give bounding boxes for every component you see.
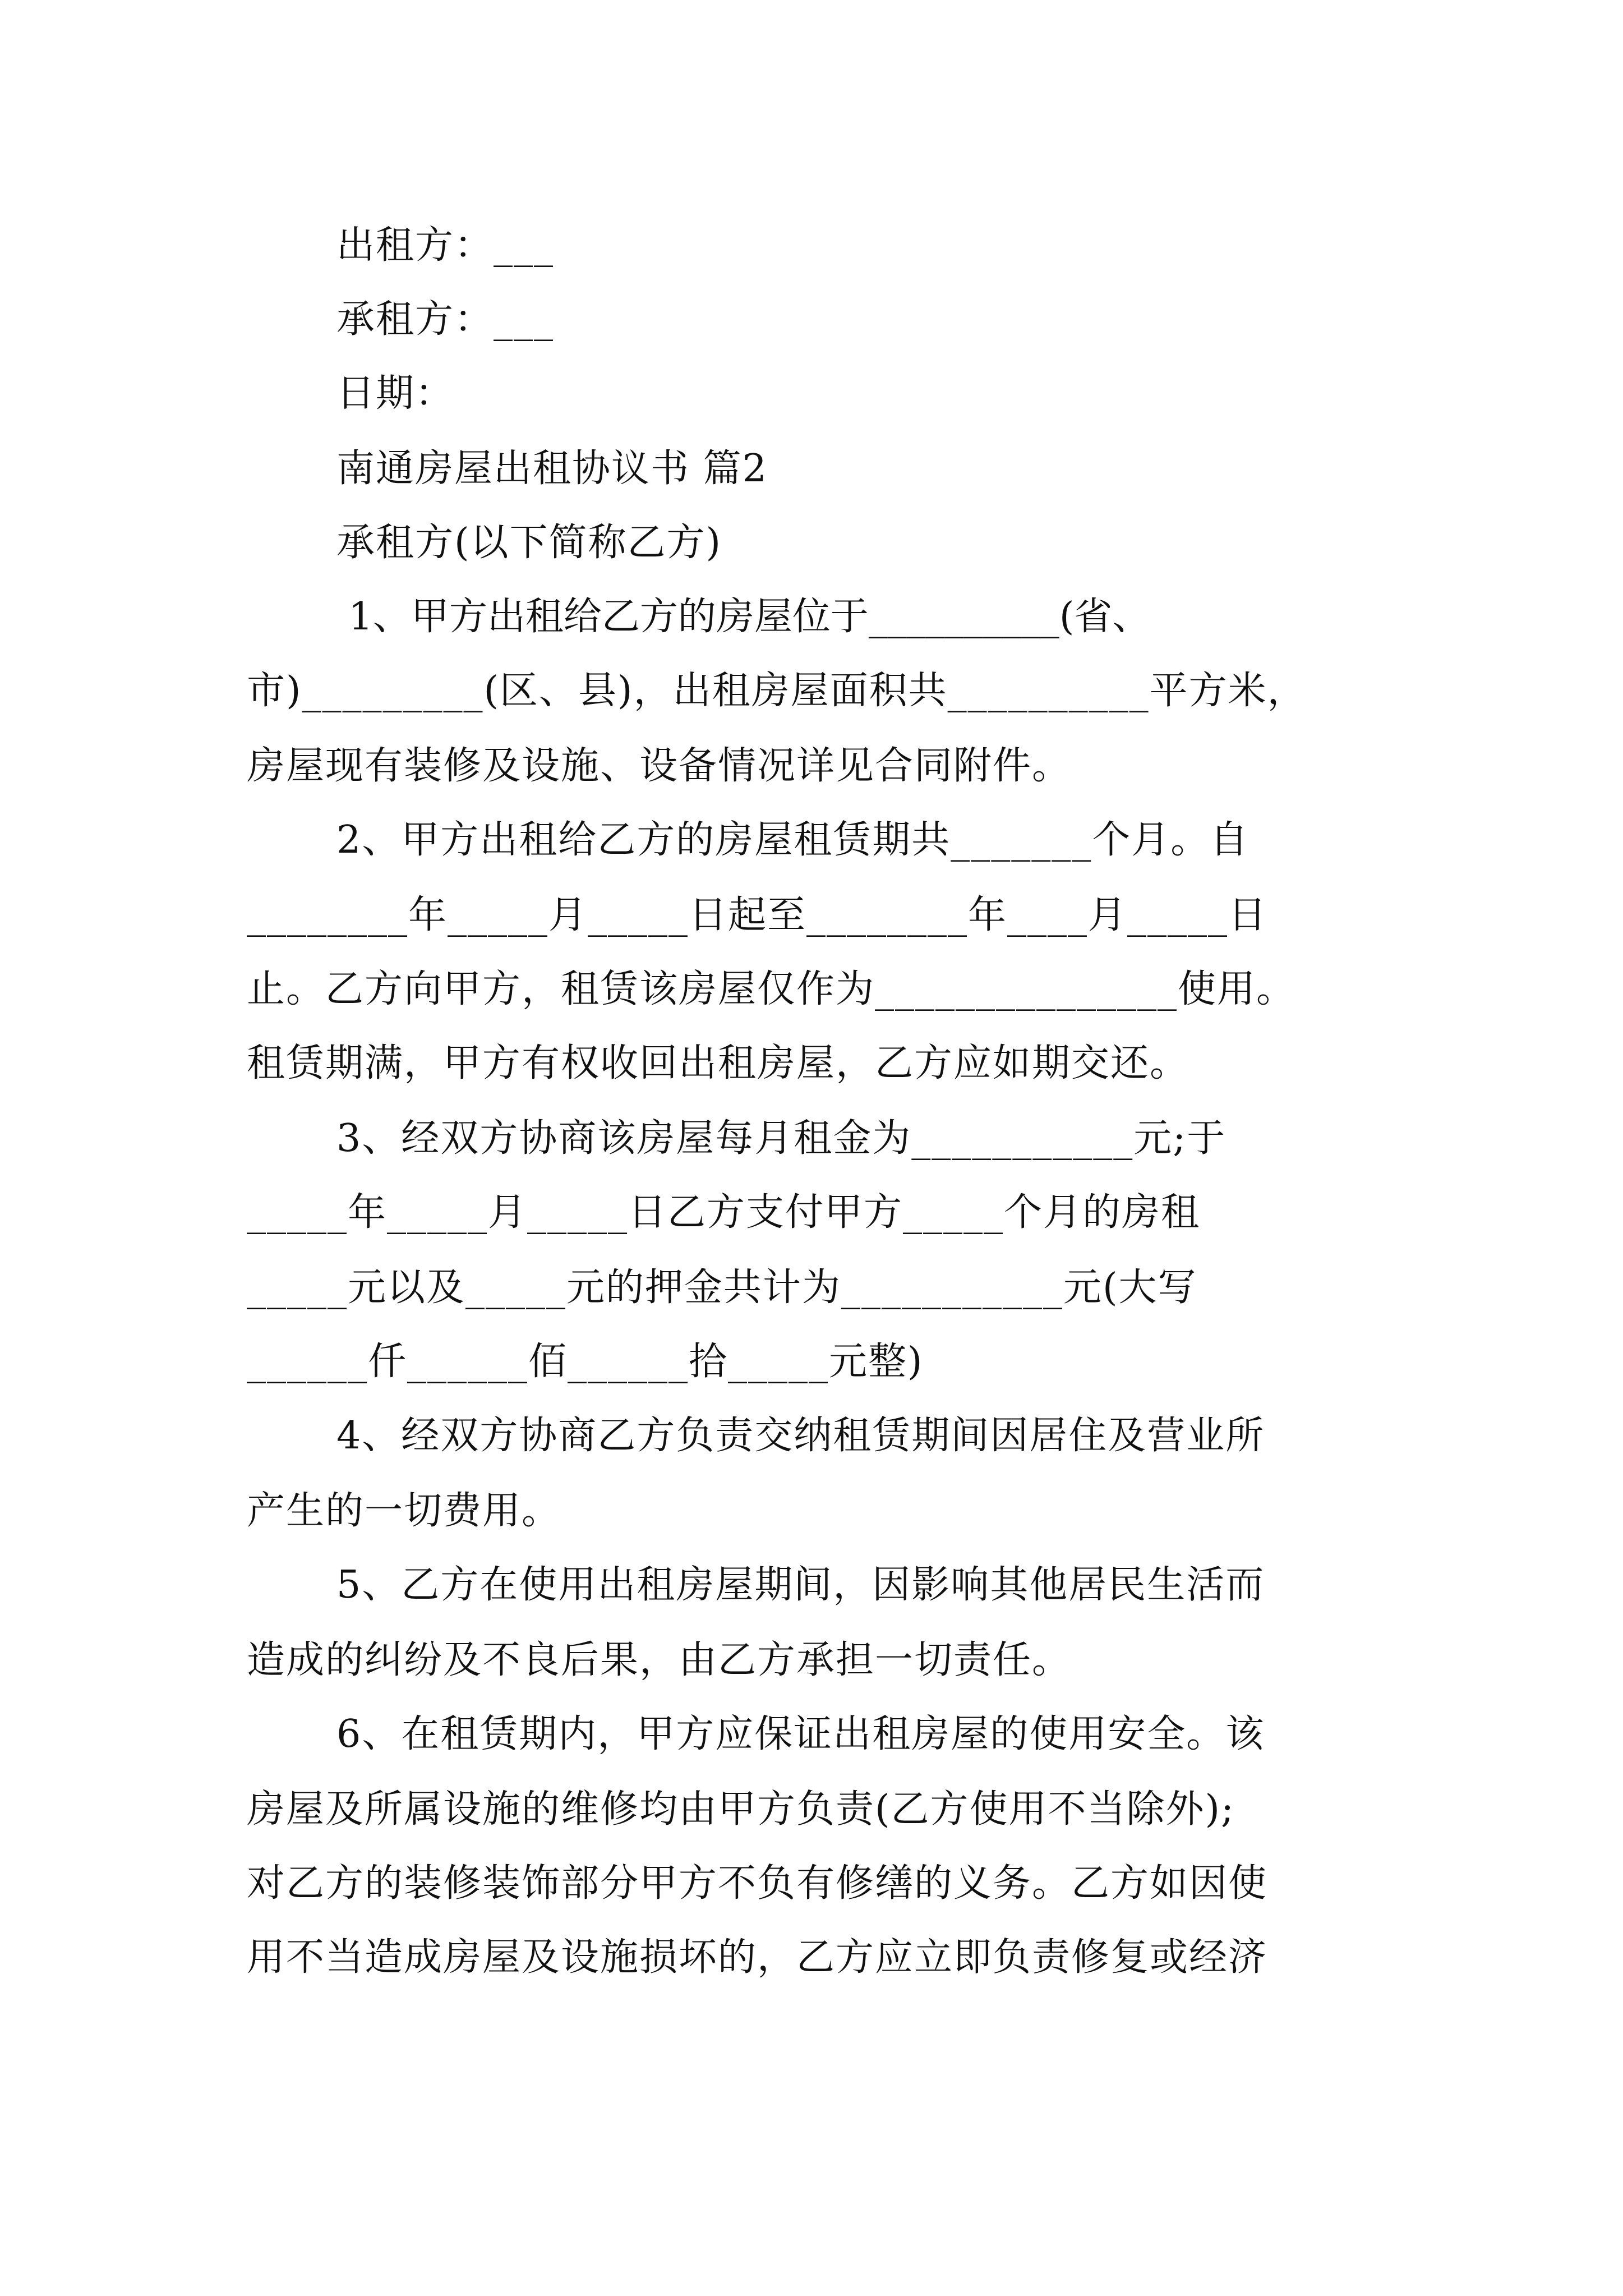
lessor-line: 出租方：___ <box>336 223 555 268</box>
clause-1-line-1: 1、甲方出租给乙方的房屋位于__________(省、 <box>336 595 1151 639</box>
section-title: 南通房屋出租协议书 篇2 <box>336 447 768 491</box>
clause-4-line-2: 产生的一切费用。 <box>247 1489 561 1533</box>
clause-1-line-2: 市)_________(区、县)，出租房屋面积共__________平方米， <box>247 669 1307 713</box>
clause-6-line-1: 6、在租赁期内，甲方应保证出租房屋的使用安全。该 <box>336 1712 1265 1756</box>
lessee-abbreviation: 承租方(以下简称乙方) <box>336 521 722 565</box>
clause-3-line-1: 3、经双方协商该房屋每月租金为___________元;于 <box>336 1116 1227 1161</box>
date-line: 日期： <box>336 371 455 416</box>
clause-3-line-3: _____元以及_____元的押金共计为___________元(大写 <box>247 1266 1197 1310</box>
clause-2-line-3: 止。乙方向甲方，租赁该房屋仅作为_______________使用。 <box>247 967 1296 1011</box>
lessee-line: 承租方：___ <box>336 297 555 342</box>
clause-6-line-3: 对乙方的装修装饰部分甲方不负有修缮的义务。乙方如因使 <box>247 1861 1268 1906</box>
clause-3-line-4: ______仟______佰______拾_____元整) <box>247 1340 924 1384</box>
clause-2-line-2: ________年_____月_____日起至________年____月_____日 <box>247 893 1268 937</box>
clause-6-line-4: 用不当造成房屋及设施损坏的，乙方应立即负责修复或经济 <box>247 1935 1268 1980</box>
clause-2-line-4: 租赁期满，甲方有权收回出租房屋，乙方应如期交还。 <box>247 1041 1189 1085</box>
clause-3-line-2: _____年_____月_____日乙方支付甲方_____个月的房租 <box>247 1190 1201 1235</box>
clause-4-line-1: 4、经双方协商乙方负责交纳租赁期间因居住及营业所 <box>336 1414 1265 1458</box>
clause-5-line-2: 造成的纠纷及不良后果，由乙方承担一切责任。 <box>247 1638 1072 1682</box>
clause-2-line-1: 2、甲方出租给乙方的房屋租赁期共_______个月。自 <box>336 818 1249 862</box>
clause-1-line-3: 房屋现有装修及设施、设备情况详见合同附件。 <box>247 744 1072 788</box>
clause-5-line-1: 5、乙方在使用出租房屋期间，因影响其他居民生活而 <box>336 1563 1265 1607</box>
clause-6-line-2: 房屋及所属设施的维修均由甲方负责(乙方使用不当除外); <box>247 1787 1235 1832</box>
